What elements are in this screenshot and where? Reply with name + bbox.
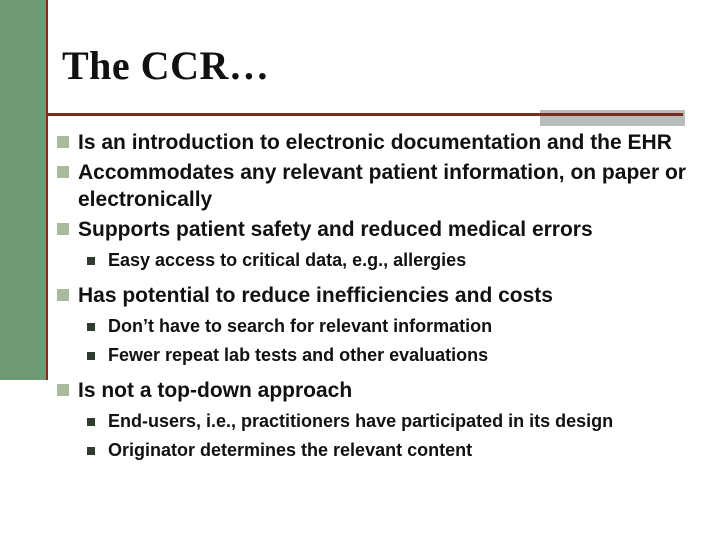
square-bullet-icon <box>57 136 69 148</box>
sub-bullet-item <box>0 248 720 272</box>
sub-bullet-text: Don’t have to search for relevant information <box>108 316 493 336</box>
square-sub-bullet-icon <box>87 447 95 455</box>
sub-bullet-text: Originator determines the relevant content <box>108 440 473 460</box>
bullet-text: Has potential to reduce inefficiencies and costs <box>78 284 553 307</box>
bullet-list <box>0 126 720 462</box>
square-bullet-icon <box>57 223 69 235</box>
sub-bullet-text: Fewer repeat lab tests and other evaluations <box>108 345 489 365</box>
bullet-text: Is an introduction to electronic documentation and the EHR <box>78 131 672 154</box>
bullet-item <box>0 129 720 156</box>
bullet-item <box>0 377 720 404</box>
square-bullet-icon <box>57 384 69 396</box>
bullet-item <box>0 216 720 243</box>
square-sub-bullet-icon <box>87 418 95 426</box>
square-bullet-icon <box>57 289 69 301</box>
square-sub-bullet-icon <box>87 323 95 331</box>
square-bullet-icon <box>57 166 69 178</box>
bullet-item <box>0 159 720 213</box>
sub-bullet-text: End-users, i.e., practitioners have participated in its design <box>108 411 614 431</box>
sub-bullet-item <box>0 314 720 338</box>
title-underline-rule <box>47 113 683 116</box>
sub-bullet-item <box>0 438 720 462</box>
sub-bullet-text: Easy access to critical data, e.g., allergies <box>108 250 467 270</box>
square-sub-bullet-icon <box>87 257 95 265</box>
square-sub-bullet-icon <box>87 352 95 360</box>
bullet-item <box>0 282 720 309</box>
sub-bullet-item <box>0 343 720 367</box>
bullet-text: Supports patient safety and reduced medical errors <box>78 218 593 241</box>
sub-bullet-item <box>0 409 720 433</box>
bullet-text: Is not a top-down approach <box>78 379 353 402</box>
slide-title: The CCR… <box>62 43 270 88</box>
bullet-text: Accommodates any relevant patient information, on paper or electronically <box>78 161 686 211</box>
